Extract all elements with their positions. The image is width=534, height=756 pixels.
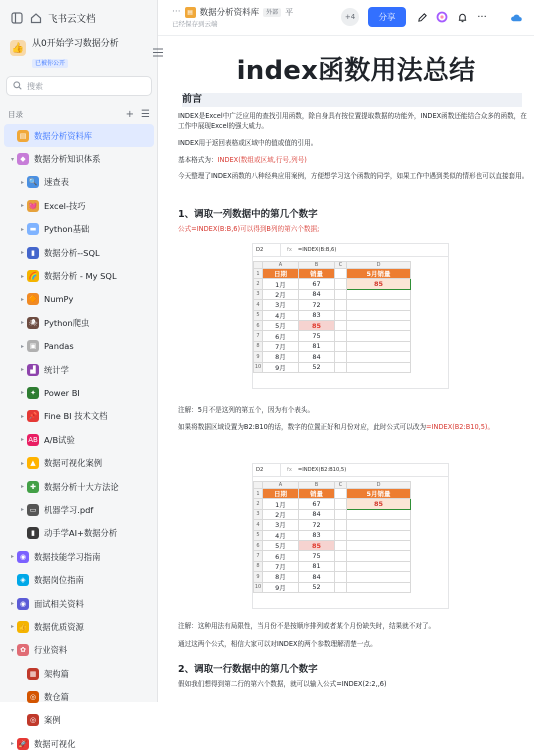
- page-icon: ◉: [17, 598, 29, 610]
- page-icon: ✿: [17, 644, 29, 656]
- page-icon: ▮: [27, 247, 39, 259]
- page-icon: 👍: [18, 622, 28, 631]
- range-example-formula: =INDEX(B2:B10,5)。: [426, 423, 495, 431]
- caret-right-icon[interactable]: ▸: [20, 459, 24, 467]
- month-cell: 9月: [263, 362, 299, 372]
- sheet-grid: A B C D 1 日期 销量 5月销量 2 1月 67 85 3 2月 84 4 3月 72 5 4月 83 6 5月 85 7 6月 75 8 7月 81 9 8月 84 10 9月 52: [253, 261, 411, 373]
- sidebar-item-label: Excel-技巧: [44, 200, 86, 211]
- page-icon: 🕷: [28, 318, 38, 327]
- month-cell: 8月: [263, 572, 299, 582]
- sidebar-item-label: 机器学习.pdf: [44, 504, 94, 515]
- page-icon: AB: [28, 435, 38, 444]
- caret-right-icon[interactable]: ▸: [20, 225, 24, 233]
- edit-icon[interactable]: [414, 9, 430, 25]
- result-header-cell: 5月销量: [347, 489, 411, 499]
- result-header-cell: 5月销量: [347, 269, 411, 279]
- sidebar-item-label: 案例: [44, 715, 61, 726]
- ai-assistant-icon[interactable]: [434, 9, 450, 25]
- sidebar-item[interactable]: [0, 451, 158, 474]
- page-icon: ◉: [17, 551, 29, 563]
- doc-title[interactable]: index函数用法总结: [236, 56, 476, 86]
- sidebar-item-label: Fine BI 技术文档: [44, 411, 108, 422]
- preface-heading: 前言: [182, 93, 522, 107]
- top-bar: [158, 0, 534, 36]
- sidebar-item-label: Python基础: [44, 224, 90, 235]
- caret-right-icon[interactable]: ▸: [20, 342, 24, 350]
- sales-cell: 72: [299, 520, 335, 530]
- sidebar-item[interactable]: [0, 171, 158, 194]
- breadcrumb-doc-name[interactable]: 数据分析资料库: [199, 8, 260, 18]
- sidebar-item-label: 动手学AI+数据分析: [44, 528, 118, 539]
- page-icon: 🔍: [28, 178, 38, 187]
- sidebar-item[interactable]: [0, 358, 158, 381]
- sales-cell: 72: [299, 300, 335, 310]
- sidebar-item-label: A/B试验: [44, 434, 75, 445]
- workspace-avatar: 👍: [10, 40, 26, 56]
- paragraph-syntax: [178, 155, 530, 165]
- header-cell: 销量: [299, 269, 335, 279]
- page-icon: ▮: [27, 527, 39, 539]
- sidebar-item-label: 数据分析 - My SQL: [44, 271, 117, 282]
- formula-example-1: 公式=INDEX(B:B,6)可以得到B列的第六个数据;: [178, 225, 320, 233]
- sidebar-item[interactable]: [0, 545, 158, 568]
- month-cell: 3月: [263, 300, 299, 310]
- paragraph-overview: 今天整理了INDEX函数的八种经典应用案例，方便想学习这个函数的同学，如果工作中遇到类似的情形也可以直接套用。: [178, 172, 529, 180]
- sidebar-toggle-icon[interactable]: [10, 11, 24, 25]
- fx-icon: fx: [287, 467, 292, 473]
- sidebar: [0, 0, 158, 749]
- sidebar-item-label: Python爬虫: [44, 317, 90, 328]
- sidebar-item-label: 数据分析知识体系: [34, 154, 101, 165]
- add-icon[interactable]: +: [125, 108, 135, 120]
- caret-right-icon[interactable]: ▸: [20, 295, 24, 303]
- sidebar-item[interactable]: [0, 592, 158, 615]
- doc-file-icon: ▤: [185, 7, 196, 18]
- sidebar-item-label: Pandas: [44, 341, 74, 352]
- month-cell: 1月: [263, 499, 299, 509]
- result-cell: 85: [347, 499, 411, 509]
- table-row: 4 3月 72: [254, 300, 411, 310]
- page-icon: ◈: [17, 574, 29, 586]
- sidebar-item-label: 数据分析十大方法论: [44, 481, 119, 492]
- sidebar-item[interactable]: [0, 381, 158, 404]
- sales-cell: 81: [299, 561, 335, 571]
- month-cell: 3月: [263, 520, 299, 530]
- spreadsheet-screenshot-1: [252, 243, 449, 389]
- caret-right-icon[interactable]: ▸: [20, 436, 24, 444]
- paragraph-row-example: 假如我们想得到第二行的第六个数据，就可以输入公式=INDEX(2:2,,6): [178, 680, 387, 688]
- save-status: 已经保存到云端: [172, 20, 218, 28]
- table-row: 10 9月 52: [254, 582, 411, 592]
- sales-cell: 84: [299, 289, 335, 299]
- page-icon: ◎: [27, 691, 39, 703]
- external-tag: 外部: [263, 8, 281, 17]
- sheet-grid: A B C D 1 日期 销量 5月销量 2 1月 67 85 3 2月 84 4 3月 72 5 4月 83 6 5月 85 7 6月 75 8 7月 81 9 8月 84 10 9月 52: [253, 481, 411, 593]
- brand[interactable]: [10, 10, 96, 26]
- breadcrumb-more[interactable]: ···: [172, 7, 181, 17]
- workspace-header[interactable]: [10, 38, 150, 66]
- table-row: 9 8月 84: [254, 352, 411, 362]
- cloud-icon[interactable]: [508, 9, 524, 25]
- sort-list-icon[interactable]: ☰: [141, 108, 150, 120]
- sidebar-item-label: 数据分析资料库: [34, 130, 93, 141]
- syntax-prefix: 基本格式为：: [178, 156, 218, 164]
- sidebar-item[interactable]: [0, 639, 158, 662]
- sidebar-item[interactable]: [0, 264, 158, 287]
- month-cell: 4月: [263, 310, 299, 320]
- table-row: 5 4月 83: [254, 310, 411, 320]
- column-header: A: [263, 482, 299, 489]
- page-icon: 🌈: [28, 272, 38, 281]
- sidebar-item[interactable]: [0, 147, 158, 170]
- sales-cell: 81: [299, 341, 335, 351]
- sidebar-item[interactable]: [4, 124, 154, 147]
- month-cell: 6月: [263, 551, 299, 561]
- sidebar-item-label: 数仓篇: [44, 692, 69, 703]
- page-icon: ▦: [27, 668, 39, 680]
- caret-right-icon[interactable]: ▸: [10, 600, 14, 607]
- toc-header: [8, 108, 150, 120]
- workspace-title: 从0开始学习数据分析: [32, 39, 119, 49]
- page-icon: ▣: [27, 340, 39, 352]
- month-cell: 9月: [263, 582, 299, 592]
- month-cell: 4月: [263, 530, 299, 540]
- sidebar-item-label: 面试相关资料: [34, 598, 84, 609]
- table-row: 8 7月 81: [254, 561, 411, 571]
- paragraph-summary: 通过这两个公式，相信大家可以对INDEX的两个参数理解清楚一点。: [178, 640, 377, 648]
- month-cell: 7月: [263, 341, 299, 351]
- sidebar-item[interactable]: [0, 498, 158, 521]
- table-row: 2 1月 67 85: [254, 499, 411, 509]
- table-row: 7 6月 75: [254, 331, 411, 341]
- sales-cell: 52: [299, 362, 335, 372]
- header-cell: 销量: [299, 489, 335, 499]
- page-icon: ✚: [27, 481, 39, 493]
- month-cell: 2月: [263, 289, 299, 299]
- caret-right-icon[interactable]: ▸: [20, 366, 24, 374]
- notification-bell-icon[interactable]: [454, 9, 470, 25]
- table-row: 2 1月 67 85: [254, 279, 411, 289]
- sidebar-item[interactable]: [0, 522, 158, 545]
- page-icon: ◆: [17, 153, 29, 165]
- month-cell: 5月: [263, 320, 299, 330]
- caret-right-icon[interactable]: ▸: [20, 319, 24, 327]
- column-header: A: [263, 262, 299, 269]
- table-row: 3 2月 84: [254, 509, 411, 519]
- result-cell: 85: [347, 279, 411, 289]
- column-header: C: [335, 482, 347, 489]
- sales-cell: 75: [299, 331, 335, 341]
- sales-cell: 84: [299, 352, 335, 362]
- sidebar-item-label: 行业资料: [34, 645, 68, 656]
- sidebar-item-label: 数据可视化案例: [44, 458, 103, 469]
- sidebar-item-label: 数据分析--SQL: [44, 247, 100, 258]
- month-cell: 7月: [263, 561, 299, 571]
- sales-cell: 84: [299, 509, 335, 519]
- home-icon[interactable]: [30, 12, 42, 24]
- page-icon: ▟: [27, 364, 39, 376]
- more-icon[interactable]: ···: [477, 11, 487, 23]
- heading-section-2: 2、调取一行数据中的第几个数字: [178, 664, 318, 675]
- sales-cell: 67: [299, 279, 335, 289]
- sales-cell: 83: [299, 310, 335, 320]
- main-area: [158, 0, 534, 702]
- page-icon: 🔶: [28, 295, 38, 304]
- sidebar-item-label: 数据优质资源: [34, 621, 84, 632]
- caret-right-icon[interactable]: ▸: [20, 249, 24, 257]
- month-cell: 5月: [263, 540, 299, 550]
- sidebar-item[interactable]: [0, 685, 158, 708]
- month-cell: 6月: [263, 331, 299, 341]
- note-2: 注解：这种用法有局限性，当月份不是按顺序排列或者某个月份缺失时，结果就不对了。: [178, 622, 436, 630]
- fx-icon: fx: [287, 247, 292, 253]
- page-icon: 📌: [28, 412, 38, 421]
- range-example-text: 如果将数据区域设置为B2:B10的话，数字的位置正好和月份对应，此时公式可以改为: [178, 423, 427, 431]
- cell-reference: D2: [253, 244, 281, 257]
- column-header: D: [347, 262, 411, 269]
- sales-cell: 84: [299, 572, 335, 582]
- sidebar-item[interactable]: [0, 405, 158, 428]
- spreadsheet-screenshot-2: [252, 463, 449, 609]
- syntax-formula: INDEX(数组或区域,行号,列号): [217, 156, 307, 164]
- sidebar-item[interactable]: [0, 241, 158, 264]
- page-icon: 🚀: [18, 739, 28, 748]
- sales-cell: 83: [299, 530, 335, 540]
- sidebar-item-label: 架构篇: [44, 668, 69, 679]
- sidebar-item[interactable]: [0, 194, 158, 217]
- caret-down-icon[interactable]: ▾: [10, 646, 14, 654]
- sidebar-item[interactable]: [0, 475, 158, 498]
- sales-cell: 85: [299, 320, 335, 330]
- month-cell: 1月: [263, 279, 299, 289]
- toc-label: 目录: [8, 109, 23, 119]
- heading-section-1: 1、调取一列数据中的第几个数字: [178, 209, 318, 220]
- pin-icon[interactable]: 平: [285, 7, 294, 17]
- column-header: B: [299, 262, 335, 269]
- sidebar-item[interactable]: [0, 732, 158, 755]
- caret-right-icon[interactable]: ▸: [10, 623, 14, 631]
- document-body: [178, 36, 534, 702]
- cell-reference: D2: [253, 464, 281, 477]
- column-header: D: [347, 482, 411, 489]
- share-button[interactable]: 分享: [368, 7, 406, 27]
- sidebar-item[interactable]: [0, 335, 158, 358]
- outline-toggle-icon[interactable]: [150, 44, 166, 60]
- collaborators-badge[interactable]: +4: [341, 8, 359, 26]
- workspace-public-tag: 已被你公开: [32, 59, 68, 68]
- caret-right-icon[interactable]: ▸: [20, 202, 24, 210]
- caret-down-icon[interactable]: ▾: [10, 155, 14, 163]
- header-cell: 日期: [263, 489, 299, 499]
- sidebar-item[interactable]: [0, 288, 158, 311]
- page-icon: ◎: [27, 714, 39, 726]
- caret-right-icon[interactable]: ▸: [20, 178, 24, 186]
- table-row: 10 9月 52: [254, 362, 411, 372]
- table-row: 4 3月 72: [254, 520, 411, 530]
- sales-cell: 75: [299, 551, 335, 561]
- doc-tree: [0, 124, 158, 756]
- app-name: 飞书云文档: [48, 14, 96, 25]
- caret-right-icon[interactable]: ▸: [10, 553, 14, 561]
- sales-cell: 52: [299, 582, 335, 592]
- caret-right-icon[interactable]: ▸: [20, 272, 24, 280]
- paragraph-definition: INDEX用于返回表格或区域中的值或值的引用。: [178, 139, 318, 147]
- sidebar-item[interactable]: [0, 568, 158, 591]
- formula-text: =INDEX(B:B,6): [297, 247, 337, 253]
- month-cell: 2月: [263, 509, 299, 519]
- table-row: 9 8月 84: [254, 572, 411, 582]
- month-cell: 8月: [263, 352, 299, 362]
- sidebar-item-label: 数据技能学习指南: [34, 551, 101, 562]
- sidebar-item[interactable]: [0, 218, 158, 241]
- sidebar-item-label: NumPy: [44, 294, 74, 305]
- table-row: 6 5月 85: [254, 540, 411, 550]
- sidebar-item[interactable]: [0, 428, 158, 451]
- page-icon: ▲: [27, 457, 39, 469]
- caret-right-icon[interactable]: ▸: [10, 740, 14, 748]
- page-icon: ▬: [27, 223, 39, 235]
- formula-bar: [253, 244, 448, 257]
- caret-right-icon[interactable]: ▸: [20, 412, 24, 420]
- sidebar-item[interactable]: [0, 709, 158, 732]
- page-icon: ✦: [27, 387, 39, 399]
- page-icon: ▭: [27, 504, 39, 516]
- caret-right-icon[interactable]: ▸: [20, 483, 24, 491]
- sidebar-item-label: 数据可视化: [34, 738, 76, 749]
- sales-cell: 85: [299, 540, 335, 550]
- search-placeholder: 搜索: [27, 81, 43, 91]
- breadcrumb: [172, 6, 293, 18]
- table-row: 5 4月 83: [254, 530, 411, 540]
- sidebar-item-label: Power BI: [44, 387, 80, 398]
- paragraph-range-example: [178, 422, 530, 432]
- paragraph-intro: INDEX是Excel中广泛应用的查找引用函数，除自身具有按位置提取数据的功能外，INDEX函数还能结合众多的函数，在工作中展现Excel的强大威力。: [178, 112, 527, 130]
- sidebar-item[interactable]: [0, 311, 158, 334]
- sidebar-item-label: 数据岗位指南: [34, 575, 84, 586]
- sales-cell: 67: [299, 499, 335, 509]
- formula-bar: [253, 464, 448, 477]
- sidebar-item-label: 统计学: [44, 364, 69, 375]
- caret-right-icon[interactable]: ▸: [20, 389, 24, 397]
- page-icon: 💓: [28, 201, 38, 210]
- sidebar-item[interactable]: [0, 662, 158, 685]
- sidebar-item-label: 速查表: [44, 177, 69, 188]
- header-cell: 日期: [263, 269, 299, 279]
- caret-right-icon[interactable]: ▸: [20, 506, 24, 514]
- formula-text: =INDEX(B2:B10,5): [297, 467, 347, 473]
- sidebar-item[interactable]: [0, 615, 158, 638]
- table-row: 6 5月 85: [254, 320, 411, 330]
- search-icon: [13, 81, 22, 92]
- table-row: 3 2月 84: [254, 289, 411, 299]
- search-box[interactable]: [6, 76, 152, 96]
- column-header: C: [335, 262, 347, 269]
- table-row: 8 7月 81: [254, 341, 411, 351]
- note-1: 注解：5月不是这列的第五个，因为有个表头。: [178, 406, 315, 414]
- page-icon: ▤: [17, 130, 29, 142]
- table-row: 7 6月 75: [254, 551, 411, 561]
- column-header: B: [299, 482, 335, 489]
